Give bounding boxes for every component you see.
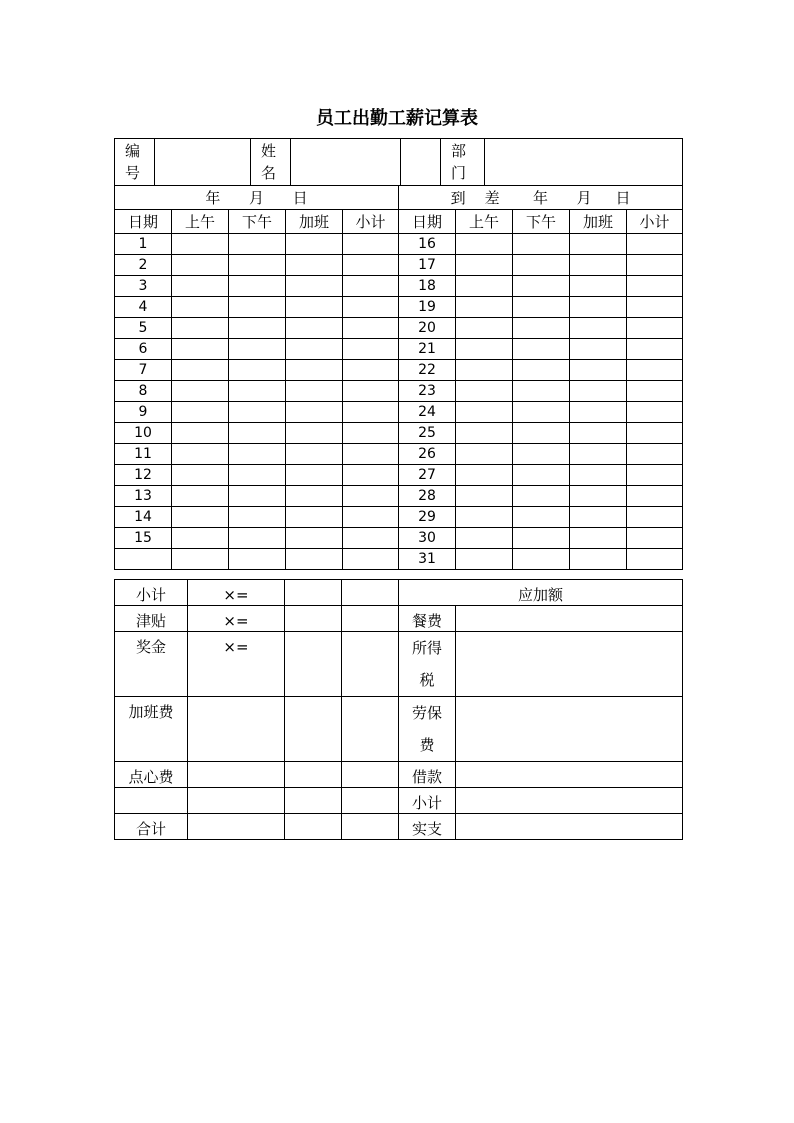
attendance-table — [114, 138, 683, 186]
subtotal-cell-a[interactable] — [285, 580, 342, 606]
attendance-cell[interactable] — [627, 402, 683, 423]
attendance-cell[interactable] — [343, 486, 399, 507]
attendance-cell[interactable] — [172, 528, 229, 549]
attendance-cell[interactable] — [229, 507, 286, 528]
day-number: 6 — [115, 339, 172, 360]
attendance-cell[interactable] — [456, 318, 513, 339]
attendance-cell[interactable] — [343, 423, 399, 444]
subtotal-label: 小计 — [115, 580, 188, 606]
attendance-cell[interactable] — [343, 402, 399, 423]
loan-field[interactable] — [456, 762, 683, 788]
attendance-cell[interactable] — [286, 360, 343, 381]
snack-fee-label: 点心费 — [115, 762, 188, 788]
attendance-cell[interactable] — [570, 528, 627, 549]
attendance-cell[interactable] — [172, 423, 229, 444]
attendance-cell[interactable] — [229, 444, 286, 465]
attendance-cell[interactable] — [286, 528, 343, 549]
day-row — [115, 255, 683, 276]
snack-fee-cell-a[interactable] — [188, 762, 285, 788]
attendance-cell[interactable] — [286, 549, 343, 570]
attendance-cell[interactable] — [627, 276, 683, 297]
attendance-cell[interactable] — [627, 360, 683, 381]
attendance-cell[interactable] — [513, 507, 570, 528]
allowance-label: 津贴 — [115, 606, 188, 632]
overtime-fee-cell-a[interactable] — [188, 697, 285, 762]
day-row — [115, 465, 683, 486]
subtotal2-field[interactable] — [456, 788, 683, 814]
col-header-left-4: 小计 — [343, 210, 399, 234]
attendance-cell[interactable] — [229, 423, 286, 444]
day-number: 20 — [399, 318, 456, 339]
col-header-left-3: 加班 — [286, 210, 343, 234]
attendance-cell[interactable] — [513, 423, 570, 444]
attendance-cell[interactable] — [343, 276, 399, 297]
loan-label: 借款 — [399, 762, 456, 788]
blank-cell-d[interactable] — [342, 788, 399, 814]
day-row — [115, 423, 683, 444]
id-label: 编 号 — [115, 139, 155, 186]
attendance-cell[interactable] — [229, 255, 286, 276]
name-field[interactable] — [291, 139, 401, 186]
day-number: 19 — [399, 297, 456, 318]
day-number: 1 — [115, 234, 172, 255]
attendance-cell[interactable] — [513, 297, 570, 318]
col-header-left-0: 日期 — [115, 210, 172, 234]
attendance-cell[interactable] — [286, 423, 343, 444]
id-field[interactable] — [155, 139, 251, 186]
income-tax-text: 所得 税 — [411, 639, 442, 689]
attendance-cell[interactable] — [456, 360, 513, 381]
day-row — [115, 381, 683, 402]
day-row — [115, 234, 683, 255]
attendance-cell[interactable] — [229, 465, 286, 486]
day-number: 9 — [115, 402, 172, 423]
day-number: 12 — [115, 465, 172, 486]
add-amount-label: 应加额 — [399, 580, 683, 606]
day-number: 8 — [115, 381, 172, 402]
attendance-cell[interactable] — [513, 444, 570, 465]
attendance-cell[interactable] — [627, 234, 683, 255]
attendance-cell[interactable] — [229, 381, 286, 402]
attendance-cell[interactable] — [229, 339, 286, 360]
attendance-cell[interactable] — [513, 402, 570, 423]
attendance-cell[interactable] — [570, 318, 627, 339]
overtime-fee-cell-b[interactable] — [285, 697, 342, 762]
attendance-cell[interactable] — [229, 318, 286, 339]
day-number: 23 — [399, 381, 456, 402]
attendance-cell[interactable] — [229, 528, 286, 549]
attendance-cell[interactable] — [286, 318, 343, 339]
attendance-cell[interactable] — [513, 465, 570, 486]
day-row — [115, 339, 683, 360]
daily-grid — [114, 185, 683, 570]
snack-fee-cell-b[interactable] — [285, 762, 342, 788]
day-row — [115, 528, 683, 549]
attendance-cell[interactable] — [172, 381, 229, 402]
day-number: 16 — [399, 234, 456, 255]
day-number: 10 — [115, 423, 172, 444]
attendance-cell[interactable] — [343, 339, 399, 360]
attendance-cell[interactable] — [627, 549, 683, 570]
attendance-cell[interactable] — [627, 255, 683, 276]
day-number: 29 — [399, 507, 456, 528]
attendance-cell[interactable] — [456, 276, 513, 297]
subtotal-cell-b[interactable] — [342, 580, 399, 606]
attendance-cell[interactable] — [456, 444, 513, 465]
snack-fee-cell-c[interactable] — [342, 762, 399, 788]
attendance-cell[interactable] — [229, 297, 286, 318]
attendance-cell[interactable] — [570, 381, 627, 402]
attendance-cell[interactable] — [570, 444, 627, 465]
attendance-cell[interactable] — [172, 255, 229, 276]
attendance-cell[interactable] — [570, 297, 627, 318]
attendance-cell[interactable] — [286, 486, 343, 507]
attendance-cell[interactable] — [627, 528, 683, 549]
day-number: 25 — [399, 423, 456, 444]
attendance-cell[interactable] — [570, 423, 627, 444]
attendance-cell[interactable] — [627, 507, 683, 528]
attendance-cell[interactable] — [343, 528, 399, 549]
meal-fee-field[interactable] — [456, 606, 683, 632]
attendance-cell[interactable] — [172, 549, 229, 570]
attendance-cell[interactable] — [286, 465, 343, 486]
attendance-cell[interactable] — [627, 381, 683, 402]
attendance-cell[interactable] — [456, 486, 513, 507]
attendance-cell[interactable] — [456, 255, 513, 276]
income-tax-field[interactable] — [456, 632, 683, 697]
attendance-cell[interactable] — [286, 339, 343, 360]
attendance-cell[interactable] — [513, 234, 570, 255]
attendance-cell[interactable] — [513, 486, 570, 507]
day-number: 21 — [399, 339, 456, 360]
day-row — [115, 549, 683, 570]
col-header-right-0: 日期 — [399, 210, 456, 234]
attendance-cell[interactable] — [627, 444, 683, 465]
attendance-cell[interactable] — [570, 402, 627, 423]
col-header-left-2: 下午 — [229, 210, 286, 234]
date-right: 到 差 年 月 日 — [399, 186, 683, 210]
attendance-cell[interactable] — [172, 276, 229, 297]
attendance-cell[interactable] — [172, 402, 229, 423]
actual-pay-label: 实支 — [399, 814, 456, 840]
attendance-cell[interactable] — [570, 339, 627, 360]
attendance-cell[interactable] — [570, 486, 627, 507]
labor-fee-field[interactable] — [456, 697, 683, 762]
blank-cell-b[interactable] — [188, 788, 285, 814]
day-number — [115, 549, 172, 570]
attendance-cell[interactable] — [286, 234, 343, 255]
attendance-cell[interactable] — [513, 339, 570, 360]
attendance-cell[interactable] — [627, 465, 683, 486]
day-number: 2 — [115, 255, 172, 276]
attendance-cell[interactable] — [172, 465, 229, 486]
attendance-cell[interactable] — [513, 528, 570, 549]
attendance-cell[interactable] — [627, 423, 683, 444]
attendance-cell[interactable] — [343, 318, 399, 339]
attendance-cell[interactable] — [456, 465, 513, 486]
attendance-cell[interactable] — [513, 318, 570, 339]
attendance-cell[interactable] — [456, 234, 513, 255]
attendance-cell[interactable] — [286, 255, 343, 276]
attendance-cell[interactable] — [229, 402, 286, 423]
attendance-cell[interactable] — [343, 234, 399, 255]
blank-cell-a[interactable] — [115, 788, 188, 814]
overtime-fee-label: 加班费 — [115, 697, 188, 762]
attendance-cell[interactable] — [456, 402, 513, 423]
attendance-cell[interactable] — [343, 444, 399, 465]
day-number: 30 — [399, 528, 456, 549]
day-row — [115, 402, 683, 423]
bonus-cell-a[interactable] — [285, 632, 342, 697]
attendance-cell[interactable] — [456, 423, 513, 444]
day-number: 17 — [399, 255, 456, 276]
attendance-cell[interactable] — [172, 360, 229, 381]
blank-cell-c[interactable] — [285, 788, 342, 814]
total-cell-c[interactable] — [342, 814, 399, 840]
attendance-cell[interactable] — [172, 234, 229, 255]
attendance-cell[interactable] — [456, 528, 513, 549]
attendance-cell[interactable] — [513, 360, 570, 381]
spacer — [401, 139, 441, 186]
attendance-cell[interactable] — [627, 339, 683, 360]
attendance-cell[interactable] — [286, 444, 343, 465]
day-row — [115, 276, 683, 297]
attendance-cell[interactable] — [627, 486, 683, 507]
attendance-cell[interactable] — [172, 318, 229, 339]
attendance-cell[interactable] — [172, 486, 229, 507]
day-number: 15 — [115, 528, 172, 549]
day-number: 24 — [399, 402, 456, 423]
attendance-cell[interactable] — [343, 465, 399, 486]
attendance-cell[interactable] — [286, 507, 343, 528]
day-number: 26 — [399, 444, 456, 465]
labor-fee-label — [399, 697, 456, 762]
labor-fee-text: 劳保 费 — [411, 704, 442, 754]
day-row — [115, 297, 683, 318]
day-number: 22 — [399, 360, 456, 381]
day-number: 14 — [115, 507, 172, 528]
attendance-cell[interactable] — [570, 255, 627, 276]
attendance-cell[interactable] — [286, 381, 343, 402]
bonus-formula: ×= — [188, 632, 285, 697]
attendance-cell[interactable] — [229, 360, 286, 381]
day-row — [115, 360, 683, 381]
day-number: 7 — [115, 360, 172, 381]
day-number: 13 — [115, 486, 172, 507]
day-number: 11 — [115, 444, 172, 465]
overtime-fee-cell-c[interactable] — [342, 697, 399, 762]
attendance-cell[interactable] — [456, 297, 513, 318]
allowance-cell-b[interactable] — [342, 606, 399, 632]
actual-pay-field[interactable] — [456, 814, 683, 840]
day-number: 5 — [115, 318, 172, 339]
summary-table — [114, 579, 683, 840]
day-row — [115, 486, 683, 507]
day-number: 27 — [399, 465, 456, 486]
attendance-cell[interactable] — [513, 549, 570, 570]
dept-label: 部 门 — [441, 139, 485, 186]
attendance-cell[interactable] — [343, 360, 399, 381]
attendance-cell[interactable] — [229, 276, 286, 297]
attendance-cell[interactable] — [343, 507, 399, 528]
attendance-cell[interactable] — [570, 465, 627, 486]
subtotal-formula: ×= — [188, 580, 285, 606]
day-number: 28 — [399, 486, 456, 507]
attendance-cell[interactable] — [286, 402, 343, 423]
attendance-cell[interactable] — [172, 507, 229, 528]
allowance-formula: ×= — [188, 606, 285, 632]
dept-field[interactable] — [485, 139, 683, 186]
col-header-right-4: 小计 — [627, 210, 683, 234]
attendance-cell[interactable] — [172, 444, 229, 465]
meal-fee-label: 餐费 — [399, 606, 456, 632]
total-cell-a[interactable] — [188, 814, 285, 840]
attendance-cell[interactable] — [513, 276, 570, 297]
col-header-right-2: 下午 — [513, 210, 570, 234]
attendance-cell[interactable] — [172, 339, 229, 360]
attendance-cell[interactable] — [456, 507, 513, 528]
bonus-label: 奖金 — [115, 632, 188, 697]
day-number: 31 — [399, 549, 456, 570]
attendance-cell[interactable] — [570, 507, 627, 528]
total-label: 合计 — [115, 814, 188, 840]
day-number: 4 — [115, 297, 172, 318]
bonus-cell-b[interactable] — [342, 632, 399, 697]
attendance-cell[interactable] — [570, 276, 627, 297]
attendance-cell[interactable] — [570, 360, 627, 381]
date-left: 年 月 日 — [115, 186, 399, 210]
attendance-cell[interactable] — [343, 381, 399, 402]
income-tax-label — [399, 632, 456, 697]
total-cell-b[interactable] — [285, 814, 342, 840]
day-number: 3 — [115, 276, 172, 297]
attendance-cell[interactable] — [456, 339, 513, 360]
col-header-right-3: 加班 — [570, 210, 627, 234]
subtotal2-label: 小计 — [399, 788, 456, 814]
attendance-cell[interactable] — [570, 549, 627, 570]
day-row — [115, 507, 683, 528]
attendance-cell[interactable] — [172, 297, 229, 318]
attendance-cell[interactable] — [343, 549, 399, 570]
attendance-cell[interactable] — [229, 486, 286, 507]
page-title: 员工出勤工薪记算表 — [316, 108, 478, 129]
attendance-cell[interactable] — [627, 297, 683, 318]
attendance-cell[interactable] — [513, 255, 570, 276]
attendance-cell[interactable] — [627, 318, 683, 339]
attendance-cell[interactable] — [513, 381, 570, 402]
attendance-cell[interactable] — [570, 234, 627, 255]
allowance-cell-a[interactable] — [285, 606, 342, 632]
day-row — [115, 444, 683, 465]
attendance-cell[interactable] — [229, 549, 286, 570]
col-header-left-1: 上午 — [172, 210, 229, 234]
day-number: 18 — [399, 276, 456, 297]
name-label: 姓 名 — [251, 139, 291, 186]
attendance-cell[interactable] — [343, 255, 399, 276]
attendance-cell[interactable] — [343, 297, 399, 318]
attendance-cell[interactable] — [286, 276, 343, 297]
attendance-cell[interactable] — [286, 297, 343, 318]
attendance-cell[interactable] — [456, 549, 513, 570]
attendance-cell[interactable] — [456, 381, 513, 402]
col-header-right-1: 上午 — [456, 210, 513, 234]
day-row — [115, 318, 683, 339]
attendance-cell[interactable] — [229, 234, 286, 255]
